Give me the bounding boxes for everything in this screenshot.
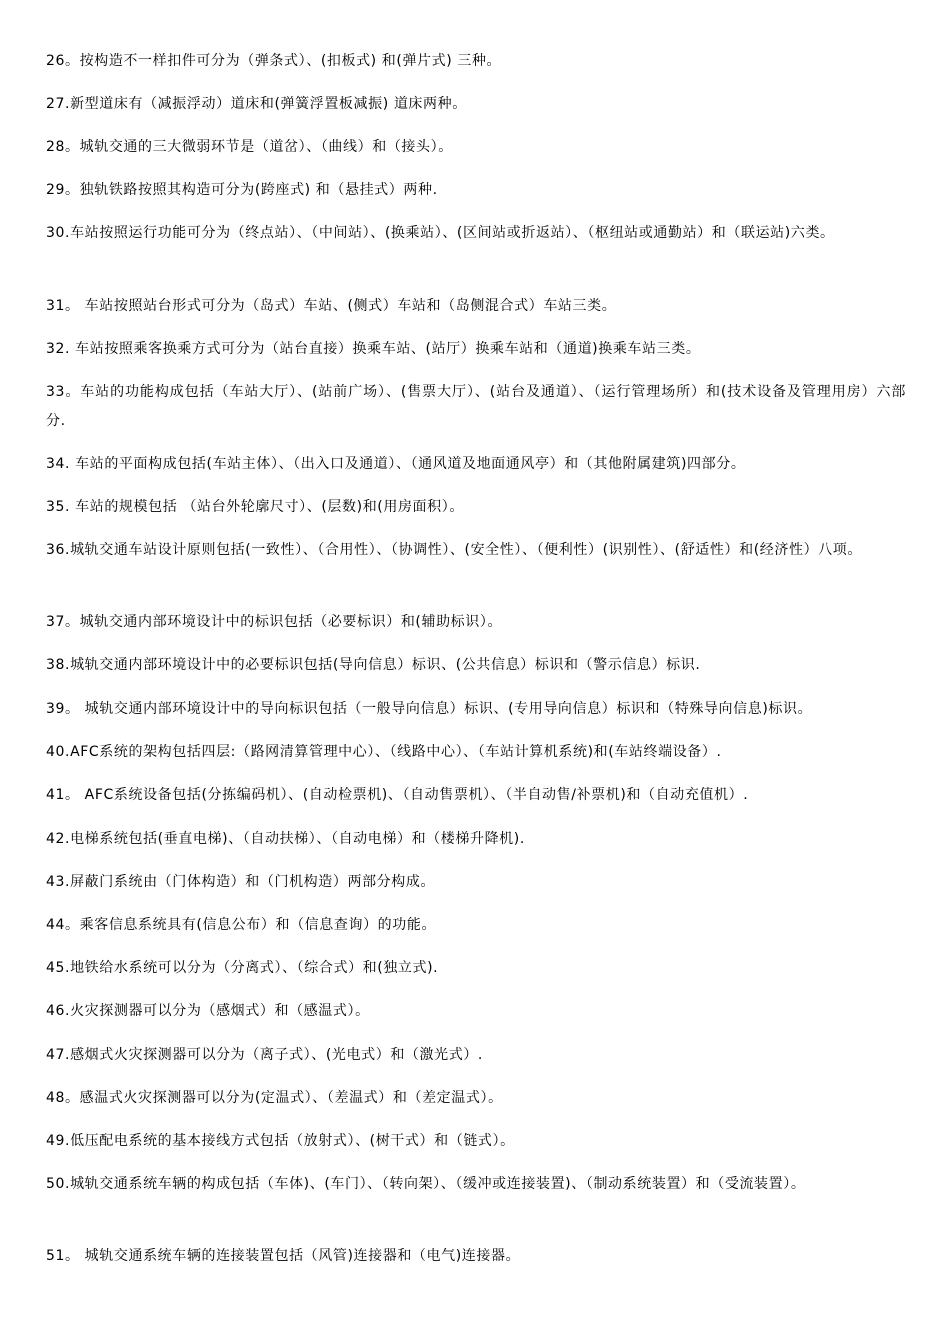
- question-38: 38.城轨交通内部环境设计中的必要标识包括(导向信息）标识、(公共信息）标识和（警示信息）标识.: [46, 657, 701, 673]
- question-26: 26。按构造不一样扣件可分为（弹条式）、(扣板式) 和(弹片式) 三种。: [46, 53, 502, 69]
- question-39: 39。 城轨交通内部环境设计中的导向标识包括（一般导向信息）标识、(专用导向信息）标识和（特殊导向信息)标识。: [46, 701, 813, 717]
- question-51: 51。 城轨交通系统车辆的连接装置包括（风管)连接器和（电气)连接器。: [46, 1248, 521, 1264]
- question-34: 34. 车站的平面构成包括(车站主体）、（出入口及通道）、（通风道及地面通风亭）和（其他附属建筑)四部分。: [46, 456, 746, 472]
- question-48: 48。感温式火灾探测器可以分为(定温式）、（差温式）和（差定温式）。: [46, 1090, 503, 1106]
- question-35: 35. 车站的规模包括 （站台外轮廓尺寸）、(层数)和(用房面积）。: [46, 499, 464, 515]
- question-29: 29。独轨铁路按照其构造可分为(跨座式) 和（悬挂式）两种.: [46, 182, 438, 198]
- question-42: 42.电梯系统包括(垂直电梯)、（自动扶梯）、（自动电梯）和（楼梯升降机).: [46, 831, 525, 847]
- question-43: 43.屏蔽门系统由（门体构造）和（门机构造）两部分构成。: [46, 874, 436, 890]
- question-50: 50.城轨交通系统车辆的构成包括（车体)、(车门）、（转向架）、（缓冲或连接装置)、（制动系统装置）和（受流装置）。: [46, 1176, 806, 1192]
- question-33: 33。车站的功能构成包括（车站大厅）、(站前广场）、(售票大厅）、(站台及通道）、（运行管理场所）和(技术设备及管理用房）六部分.: [46, 384, 906, 429]
- question-40: 40.AFC系统的架构包括四层:（路网清算管理中心）、（线路中心）、（车站计算机系统)和(车站终端设备）.: [46, 744, 722, 760]
- question-37: 37。城轨交通内部环境设计中的标识包括（必要标识）和(辅助标识）。: [46, 614, 503, 630]
- question-31: 31。 车站按照站台形式可分为（岛式）车站、(侧式）车站和（岛侧混合式）车站三类。: [46, 298, 617, 314]
- question-47: 47.感烟式火灾探测器可以分为（离子式）、(光电式）和（激光式）.: [46, 1047, 483, 1063]
- question-28: 28。城轨交通的三大微弱环节是（道岔）、（曲线）和（接头）。: [46, 139, 453, 155]
- question-27: 27.新型道床有（减振浮动）道床和(弹簧浮置板减振) 道床两种。: [46, 96, 467, 112]
- question-44: 44。乘客信息系统具有(信息公布）和（信息查询）的功能。: [46, 917, 437, 933]
- question-30: 30.车站按照运行功能可分为（终点站）、（中间站）、(换乘站）、(区间站或折返站）、（枢纽站或通勤站）和（联运站)六类。: [46, 225, 835, 241]
- question-45: 45.地铁给水系统可以分为（分离式）、（综合式）和(独立式).: [46, 960, 439, 976]
- question-36: 36.城轨交通车站设计原则包括(一致性）、（合用性）、（协调性）、(安全性）、（便利性）(识别性）、(舒适性）和(经济性）八项。: [46, 542, 862, 558]
- question-49: 49.低压配电系统的基本接线方式包括（放射式）、(树干式）和（链式）。: [46, 1133, 515, 1149]
- question-32: 32. 车站按照乘客换乘方式可分为（站台直接）换乘车站、(站厅）换乘车站和（通道)换乘车站三类。: [46, 341, 701, 357]
- question-41: 41。 AFC系统设备包括(分拣编码机）、(自动检票机)、（自动售票机）、（半自动售/补票机)和（自动充值机）.: [46, 787, 749, 803]
- question-46: 46.火灾探测器可以分为（感烟式）和（感温式）。: [46, 1003, 370, 1019]
